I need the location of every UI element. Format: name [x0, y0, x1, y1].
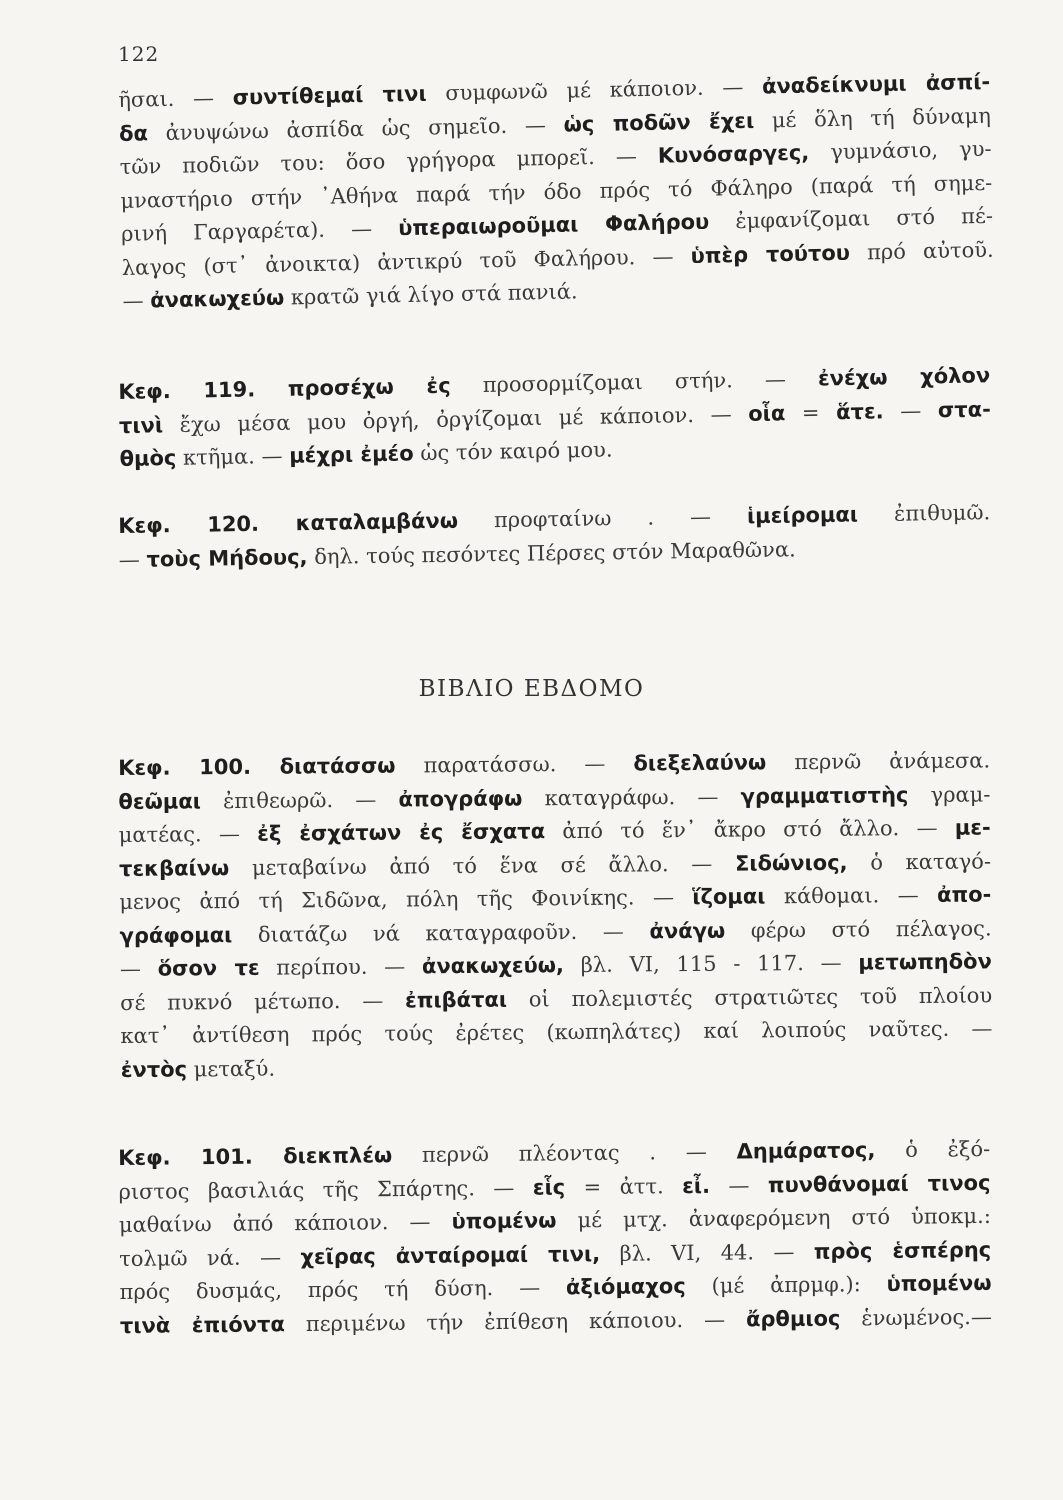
gloss-text: μενος ἀπό τή Σιδῶνα, πόλη τῆς Φοινίκης. —: [119, 884, 693, 914]
gloss-text: ὁ καταγό-: [847, 848, 992, 875]
glossary-block-ch120: [118, 496, 991, 577]
headword: ὡς ποδῶν ἔχει: [563, 108, 755, 137]
book-heading: ΒΙΒΛΙΟ ΕΒΔΟΜΟ: [418, 676, 645, 702]
gloss-text: περνῶ πλέοντας . —: [392, 1139, 737, 1168]
headword: Κεφ. 120. καταλαμβάνω: [118, 508, 459, 538]
headword: τινὰ ἐπιόντα: [119, 1311, 285, 1338]
gloss-text: μναστήριο στήν ᾿Αθήνα παρά τήν όδο πρός τό Φάληρο (παρά τή σημε-: [120, 170, 993, 213]
gloss-text: περίπου. —: [259, 954, 423, 980]
headword: Κεφ. 101. διεκπλέω: [118, 1143, 393, 1170]
headword: ὑπεραιωροῦμαι Φαλήρου: [397, 209, 710, 241]
headword: ἅτε.: [835, 398, 884, 424]
headword: πρὸς ἑσπέρης: [813, 1237, 992, 1264]
glossary-block-ch101: [118, 1133, 992, 1343]
headword: ἀνακωχεύω,: [421, 953, 565, 979]
gloss-text: ριστος βασιλιάς τῆς Σπάρτης. —: [118, 1175, 533, 1204]
gloss-text: μεταξύ.: [186, 1056, 276, 1081]
gloss-text: βλ. VI, 115 - 117. —: [563, 950, 859, 978]
gloss-text: —: [709, 1172, 769, 1198]
gloss-text: μέ ὅλη τή δύναμη: [753, 103, 992, 133]
gloss-text: κρατῶ γιά λίγο στά πανιά.: [283, 279, 578, 310]
gloss-text: προσορμίζομαι στήν. —: [450, 366, 819, 398]
gloss-text: —: [883, 397, 939, 423]
gloss-text: (μέ ἀπρμφ.):: [685, 1271, 887, 1299]
headword: ἄρθμιος: [745, 1305, 841, 1331]
gloss-text: ἑνωμένος.—: [840, 1304, 992, 1330]
text-line: [121, 1046, 993, 1087]
headword: θεῶμαι: [118, 788, 201, 814]
headword: ἐξ ἐσχάτων ἐς ἔσχατα: [257, 819, 546, 846]
gloss-text: γραμ-: [908, 781, 991, 807]
gloss-text: καταγράφω. —: [522, 784, 741, 810]
gloss-text: ἀπό τό ἕν᾿ ἄκρο στό ἄλλο. —: [544, 815, 955, 844]
headword: ἀπογράφω: [398, 785, 523, 812]
gloss-text: τῶν ποδιῶν του: ὅσο γρήγορα μπορεῖ. —: [119, 143, 659, 179]
glossary-block-ch119: [118, 359, 992, 476]
gloss-text: μαθαίνω ἀπό κάποιον. —: [118, 1209, 452, 1237]
gloss-text: διατάζω νά καταγραφοῦν. —: [232, 918, 650, 947]
gloss-text: προφταίνω . —: [457, 504, 748, 533]
headword: ἀναδείκνυμι ἀσπί-: [761, 69, 991, 99]
gloss-text: φέρω στό πέλαγος.: [725, 915, 992, 943]
headword: διεξελαύνω: [633, 750, 767, 776]
gloss-text: οἱ πολεμιστές στρατιῶτες τοῦ πλοίου: [506, 982, 993, 1012]
headword: χεῖρας ἀνταίρομαί τινι,: [300, 1241, 601, 1269]
headword: συντίθεμαί τινι: [232, 81, 427, 110]
headword: ἵζομαι: [692, 884, 766, 909]
headword: ἐντὸς: [120, 1056, 188, 1082]
gloss-text: ὡς τόν καιρό μου.: [413, 437, 613, 466]
gloss-text: λαγος (στ᾿ ἀνοικτα) ἀντικρύ τοῦ Φαλήρου. —: [121, 243, 691, 280]
glossary-block-ch100: [118, 744, 993, 1087]
gloss-text: παρατάσσω. —: [395, 751, 634, 778]
gloss-text: —: [119, 956, 158, 981]
headword: τινὶ: [118, 412, 164, 438]
gloss-text: ἀνυψώνω ἀσπίδα ὡς σημεῖο. —: [147, 112, 564, 145]
gloss-text: ῆσαι. —: [118, 85, 233, 112]
headword: ὑπὲρ τούτου: [690, 240, 851, 268]
headword: ἱμείρομαι: [746, 502, 859, 529]
gloss-text: ἔχω μέσα μου ὀργή, ὀργίζομαι μέ κάποιον. —: [162, 401, 749, 437]
gloss-text: ματέας. —: [118, 821, 258, 847]
headword: ὑπομένω: [886, 1270, 992, 1296]
headword: ἐπιβάται: [404, 987, 508, 1013]
headword: εἷς: [532, 1174, 566, 1200]
gloss-text: τολμῶ νά. —: [119, 1244, 301, 1271]
gloss-text: περιμένω τήν ἐπίθεση κάποιου. —: [284, 1306, 747, 1336]
headword: Κυνόσαργες,: [657, 140, 810, 168]
gloss-text: ὁ ἐξό-: [875, 1136, 991, 1163]
gloss-text: κτῆμα. —: [176, 443, 290, 470]
gloss-text: μέ μτχ. ἀναφερόμενη στό ὑποκμ.:: [556, 1203, 991, 1233]
headword: μέχρι ἐμέο: [288, 441, 414, 468]
gloss-text: κάθομαι. —: [765, 882, 938, 909]
headword: με-: [954, 815, 991, 840]
headword: Κεφ. 100. διατάσσω: [118, 753, 396, 780]
headword: γραμματιστὴς: [740, 782, 909, 809]
headword: μετωπηδὸν: [858, 949, 992, 975]
glossary-block-cont: [118, 66, 995, 319]
headword: ὑπομένω: [451, 1208, 557, 1234]
headword: ἀξιόμαχος: [565, 1274, 686, 1300]
headword: ἀνάγω: [649, 918, 726, 943]
headword: τοὺς Μήδους,: [146, 544, 308, 572]
gloss-text: κατ᾿ ἀντίθεση πρός τούς ἐρέτες (κωπηλάτες) καί λοιπούς ναῦτες. —: [120, 1016, 993, 1048]
headword: πυνθάνομαί τινος: [767, 1170, 991, 1197]
headword: εἶ.: [682, 1173, 711, 1198]
gloss-text: = ἀττ.: [565, 1173, 683, 1199]
headword: ἐνέχω χόλον: [817, 363, 991, 391]
page-number: 122: [118, 42, 160, 66]
headword: ἀνακωχεύω: [149, 285, 285, 313]
headword: ἀπο-: [936, 882, 992, 907]
headword: Κεφ. 119. προσέχω ἐς: [118, 373, 451, 404]
gloss-text: σέ πυκνό μέτωπο. —: [120, 988, 406, 1015]
gloss-text: γυμνάσιο, γυ-: [809, 136, 992, 165]
gloss-text: πρό αὐτοῦ.: [849, 237, 994, 265]
gloss-text: —: [118, 547, 147, 572]
gloss-text: —: [122, 288, 151, 313]
gloss-text: πρός δυσμάς, πρός τή δύση. —: [119, 1275, 567, 1304]
headword: ὅσον τε: [157, 955, 260, 981]
gloss-text: περνῶ ἀνάμεσα.: [766, 748, 991, 775]
headword: Σιδώνιος,: [734, 850, 848, 876]
headword: οἷα: [747, 400, 786, 426]
headword: στα-: [937, 396, 992, 422]
headword: τεκβαίνω: [118, 855, 230, 881]
gloss-text: δηλ. τούς πεσόντες Πέρσες στόν Μαραθῶνα.: [307, 536, 796, 569]
gloss-text: ἐμφανίζομαι στό πέ-: [708, 203, 994, 234]
headword: δα: [118, 120, 149, 146]
headword: γράφομαι: [119, 922, 233, 948]
gloss-text: μεταβαίνω ἀπό τό ἕνα σέ ἄλλο. —: [229, 851, 736, 880]
headword: θμὸς: [119, 445, 177, 471]
gloss-text: βλ. VI, 44. —: [600, 1239, 814, 1266]
gloss-text: συμφωνῶ μέ κάποιον. —: [426, 74, 763, 106]
gloss-text: ρινή Γαργαρέτα). —: [120, 216, 399, 246]
gloss-text: ἐπιθεωρῶ. —: [200, 787, 399, 813]
headword: Δημάρατος,: [736, 1138, 876, 1164]
gloss-text: =: [785, 399, 837, 425]
gloss-text: ἐπιθυμῶ.: [857, 500, 991, 527]
